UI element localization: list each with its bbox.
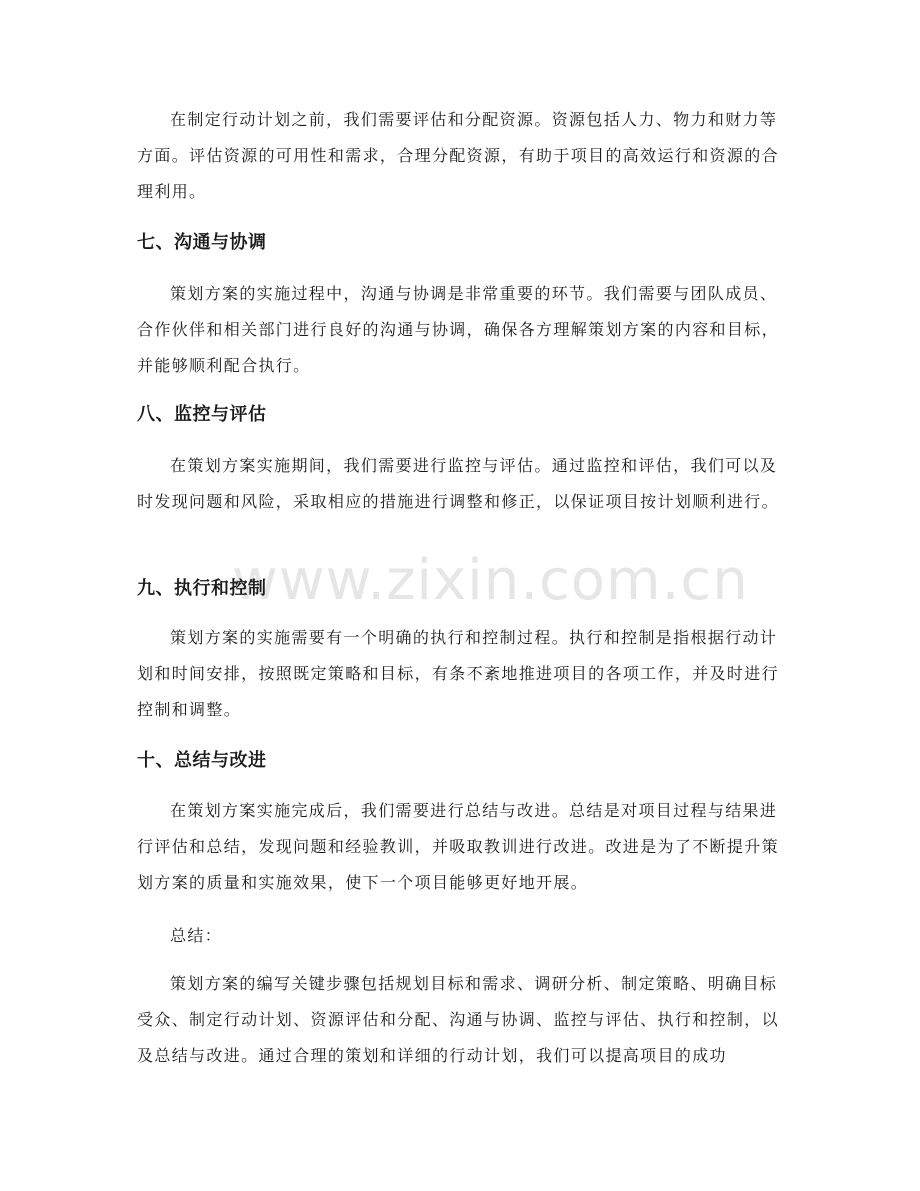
section-7-heading: 七、沟通与协调: [137, 232, 267, 253]
section-10-heading: 十、总结与改进: [137, 750, 267, 771]
section-10-paragraph: 在策划方案实施完成后，我们需要进行总结与改进。总结是对项目过程与结果进行评估和总结，发现问题和经验教训，并吸取教训进行改进。改进是为了不断提升策划方案的质量和实施效果，使下一个项目能够更好地开展。: [137, 801, 779, 892]
summary-paragraph: 策划方案的编写关键步骤包括规划目标和需求、调研分析、制定策略、明确目标受众、制定行动计划、资源评估和分配、沟通与协调、监控与评估、执行和控制，以及总结与改进。通过合理的策划和详细的行动计划，我们可以提高项目的成功: [137, 974, 779, 1065]
section-10: [137, 746, 787, 776]
section-8: [137, 400, 787, 430]
section-8-heading: 八、监控与评估: [137, 404, 267, 425]
section-9-body: [137, 620, 787, 728]
section-8-body: [137, 448, 787, 520]
section-9-paragraph: 策划方案的实施需要有一个明确的执行和控制过程。执行和控制是指根据行动计划和时间安排，按照既定策略和目标，有条不紊地推进项目的各项工作，并及时进行控制和调整。: [137, 628, 779, 719]
intro-section: [137, 102, 787, 210]
section-7-body: [137, 276, 787, 384]
summary-label-block: [137, 918, 787, 954]
section-7-paragraph: 策划方案的实施过程中，沟通与协调是非常重要的环节。我们需要与团队成员、合作伙伴和相关部门进行良好的沟通与协调，确保各方理解策划方案的内容和目标，并能够顺利配合执行。: [137, 284, 779, 375]
watermark: www.zixin.com.cn: [232, 548, 749, 613]
intro-paragraph: 在制定行动计划之前，我们需要评估和分配资源。资源包括人力、物力和财力等方面。评估资源的可用性和需求，合理分配资源，有助于项目的高效运行和资源的合理利用。: [137, 110, 779, 201]
section-9: [137, 574, 787, 604]
section-8-paragraph: 在策划方案实施期间，我们需要进行监控与评估。通过监控和评估，我们可以及时发现问题和风险，采取相应的措施进行调整和修正，以保证项目按计划顺利进行。: [137, 456, 779, 511]
section-7: [137, 228, 787, 258]
section-9-heading: 九、执行和控制: [137, 578, 267, 599]
section-10-body: [137, 793, 787, 901]
summary-label: 总结：: [170, 926, 223, 945]
summary-body: [137, 966, 787, 1074]
